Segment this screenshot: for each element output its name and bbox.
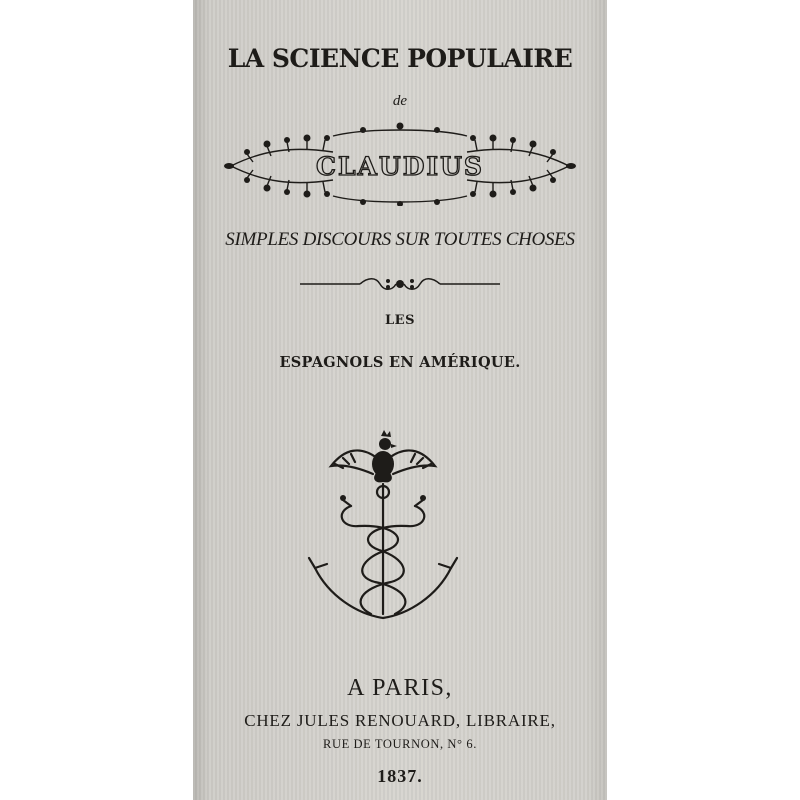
- author-name: CLAUDIUS: [316, 152, 484, 181]
- series-prefix: LES: [385, 313, 415, 328]
- book-title: LA SCIENCE POPULAIRE: [227, 44, 573, 73]
- book-title-page: [193, 0, 607, 800]
- imprint-publisher: CHEZ JULES RENOUARD, LIBRAIRE,: [244, 711, 556, 730]
- ornamental-rule-icon: [300, 275, 500, 293]
- rooster-anchor-serpents-icon: [305, 428, 461, 632]
- volume-subject: ESPAGNOLS EN AMÉRIQUE.: [279, 354, 521, 371]
- imprint-year: 1837.: [377, 766, 423, 786]
- imprint-city: A PARIS,: [347, 675, 453, 701]
- imprint-address: RUE DE TOURNON, N° 6.: [323, 737, 477, 751]
- title-preposition: de: [392, 93, 408, 109]
- book-subtitle: SIMPLES DISCOURS SUR TOUTES CHOSES: [225, 229, 575, 250]
